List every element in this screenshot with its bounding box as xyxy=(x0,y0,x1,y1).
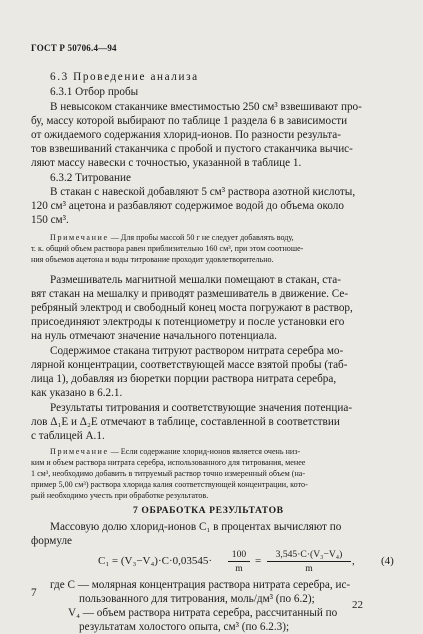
paragraph-line: формуле xyxy=(31,535,72,547)
paragraph-line: от ожидаемого содержания хлорид-ионов. По разности результа- xyxy=(31,129,341,141)
paragraph-line: В стакан с навеской добавляют 5 см³ раствора азотной кислоты, xyxy=(50,186,356,198)
paragraph-line: вят стакан на мешалку и приводят размешиватель в движение. Се- xyxy=(31,288,349,300)
note-2-line: ким и объем раствора нитрата серебра, использованного для титрования, менее xyxy=(31,458,306,467)
definition-line: пользованного для титрования, моль/дм³ (по 6.2); xyxy=(79,593,315,605)
paragraph-line: на нуль отмечают значение начального потенциала. xyxy=(31,330,277,342)
note-text: — Если содержание хлорид-ионов является очень низ- xyxy=(110,447,301,456)
paragraph-line: лица 1), добавляя из бюретки порции раствора нитрата серебра, xyxy=(31,373,337,385)
note-2-line xyxy=(50,448,300,456)
note-1-line: ния объемов ацетона и воды титрование проходит удовлетворительно. xyxy=(31,255,274,264)
paragraph-line: как указано в 6.2.1. xyxy=(31,387,123,399)
paragraph-line: ребряный электрод и свободный конец моста погружают в раствор, xyxy=(31,302,353,314)
margin-mark: 7 xyxy=(31,587,37,599)
formula-tail: , xyxy=(352,555,355,567)
paragraph-line: присоединяют электроды к потенциометру и после установки его xyxy=(31,316,345,328)
paragraph-line: 120 см³ ацетона и разбавляют содержимое водой до объема около xyxy=(31,200,344,212)
paragraph-line: тов взвешиваний стаканчика с пробой и пустого стаканчика вычис- xyxy=(31,143,353,155)
paragraph-line: Результаты титрования и соответствующие значения потенциа- xyxy=(50,402,353,414)
paragraph-line: лярной концентрации, соответствующей массе взятой пробы (таб- xyxy=(31,359,348,371)
paragraph-line: лов Δ₁E и Δ₂E отмечают в таблице, составленной в соответствии xyxy=(31,416,340,428)
paragraph-line: В невысоком стаканчике вместимостью 250 см³ взвешивают про- xyxy=(50,101,362,113)
note-label: Примечание xyxy=(50,447,109,456)
fraction-numerator: 100 xyxy=(228,550,250,562)
formula-lhs: C₁ = (V₃−V₄)·C·0,03545· xyxy=(98,555,213,567)
note-1-line: т. к. общий объем раствора равен приблизительно 160 см³, при этом соотноше- xyxy=(31,244,304,253)
section-6-3-2-heading: 6.3.2 Титрование xyxy=(50,172,131,184)
fraction-denominator: m xyxy=(305,562,313,574)
section-7-heading: 7 ОБРАБОТКА РЕЗУЛЬТАТОВ xyxy=(133,505,284,516)
definition-line: где C — молярная концентрация раствора нитрата серебра, ис- xyxy=(50,579,351,591)
formula-4 xyxy=(50,550,410,574)
paragraph-line: с таблицей А.1. xyxy=(31,430,105,442)
section-6-3-heading: 6.3 Проведение анализа xyxy=(50,71,199,83)
section-6-3-1-heading: 6.3.1 Отбор пробы xyxy=(50,86,139,98)
paragraph-line: ляют массу навески с точностью, указанной в таблице 1. xyxy=(31,157,302,169)
fraction-numerator: 3,545·C·(V₃−V₄) xyxy=(267,550,351,562)
note-2-line: 1 см³, необходимо добавить в титруемый раствор точно измеренный объем (на- xyxy=(31,469,306,478)
note-1-line xyxy=(50,234,294,242)
formula-equals: = xyxy=(255,555,262,567)
note-2-line: рый необходимо учесть при обработке результатов. xyxy=(31,491,209,500)
formula-fraction-2 xyxy=(267,550,351,573)
document-header: ГОСТ Р 50706.4—94 xyxy=(31,43,117,53)
definition-line: результатам холостого опыта, см³ (по 6.2.3); xyxy=(79,621,290,633)
paragraph-line: Содержимое стакана титруют раствором нитрата серебра мо- xyxy=(50,345,344,357)
formula-number: (4) xyxy=(381,555,394,567)
paragraph-line: Размешиватель магнитной мешалки помещают в стакан, ста- xyxy=(50,274,341,286)
page-number: 22 xyxy=(352,599,363,611)
paragraph-line: 150 см³. xyxy=(31,214,69,226)
note-label: Примечание xyxy=(50,233,109,242)
definition-line: V₄ — объем раствора нитрата серебра, рассчитанный по xyxy=(68,607,338,619)
note-2-line: пример 5,00 см³) раствора хлорида калия соответствующей концентрации, кото- xyxy=(31,480,308,489)
formula-fraction-1 xyxy=(228,550,250,573)
note-text: — Для пробы массой 50 г не следует добавлять воду, xyxy=(110,233,294,242)
paragraph-line: Массовую долю хлорид-ионов C₁ в процентах вычисляют по xyxy=(50,521,342,533)
fraction-denominator: m xyxy=(235,562,243,574)
paragraph-line: бу, массу которой выбирают по таблице 1 раздела 6 в зависимости xyxy=(31,115,348,127)
